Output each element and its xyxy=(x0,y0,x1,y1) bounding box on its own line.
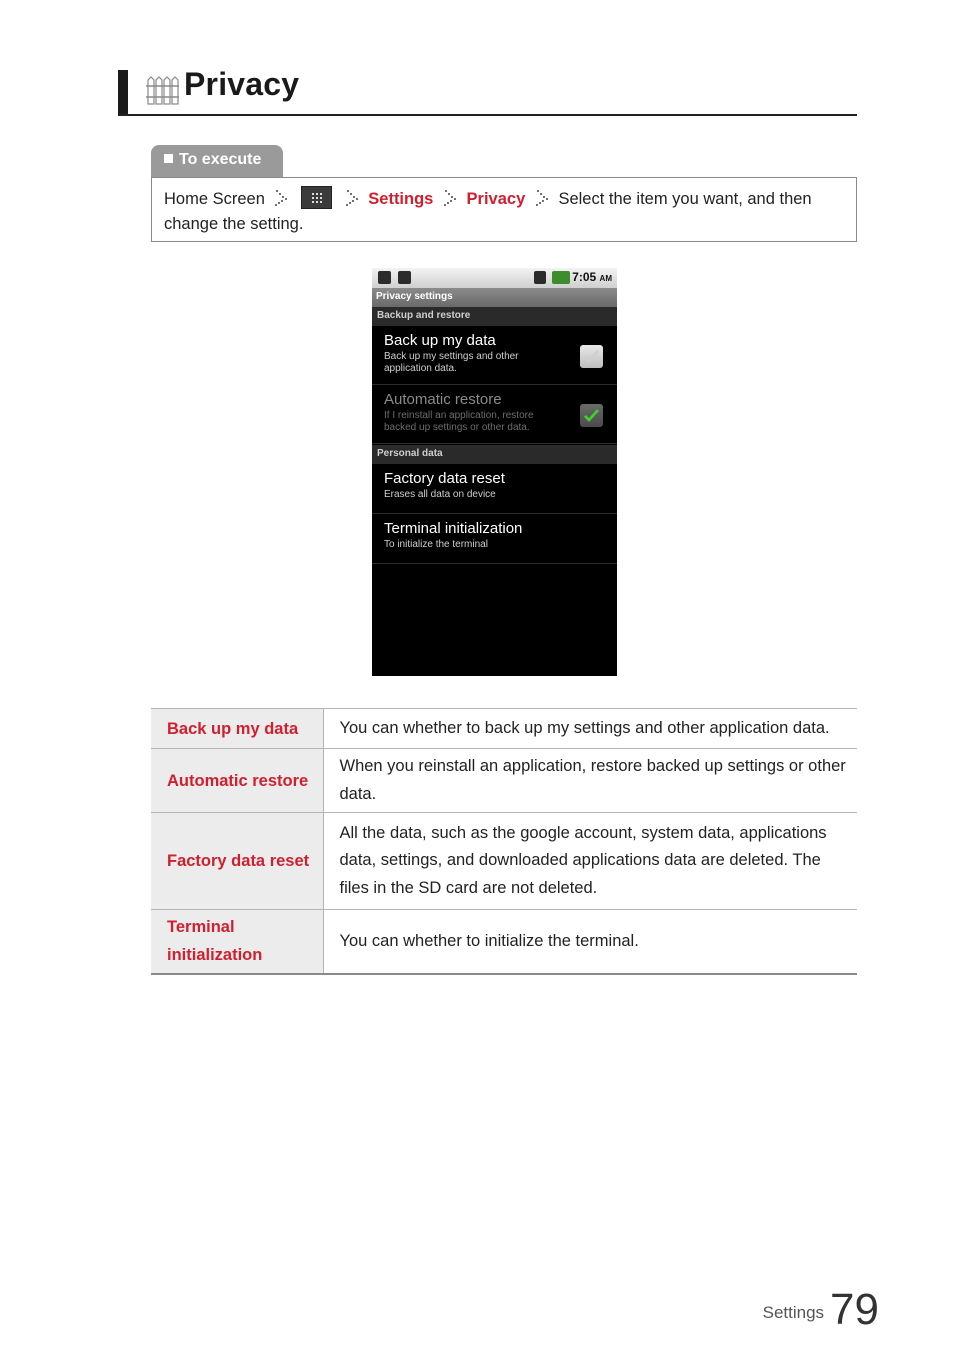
page-number: 79 xyxy=(830,1285,879,1334)
settings-description-table xyxy=(151,708,857,975)
pref-title: Terminal initialization xyxy=(384,520,523,537)
pref-summary: Back up my settings and other application data. xyxy=(384,351,519,374)
checked-checkbox[interactable] xyxy=(580,404,603,427)
screen-title: Privacy settings xyxy=(372,288,617,307)
check-mark-icon xyxy=(580,345,603,368)
instruction-text: Select the item you want, and then change the setting. xyxy=(164,190,812,233)
heading-bar xyxy=(118,70,128,114)
row-key: Automatic restore xyxy=(151,749,323,813)
privacy-link: Privacy xyxy=(466,190,526,208)
row-key: Factory data reset xyxy=(151,813,323,910)
row-value: You can whether to initialize the terminal. xyxy=(323,910,857,974)
row-key: Back up my data xyxy=(151,709,323,749)
check-mark-icon xyxy=(580,404,603,427)
pref-summary: If I reinstall an application, restore backed up settings or other data. xyxy=(384,410,534,433)
execute-instructions xyxy=(151,177,857,242)
signal-icon xyxy=(534,271,546,284)
time-value: 7:05 xyxy=(572,270,597,284)
pref-title: Factory data reset xyxy=(384,470,505,487)
page-title: Privacy xyxy=(184,66,300,102)
status-bar xyxy=(372,268,617,288)
row-value: All the data, such as the google account, system data, applications data, settings, and downloaded applications data are deleted. The files in the SD card are not deleted. xyxy=(323,813,857,910)
settings-link: Settings xyxy=(368,190,434,208)
to-execute-label: To execute xyxy=(179,151,262,168)
ampm-value: AM xyxy=(599,274,612,283)
row-value: You can whether to back up my settings and other application data. xyxy=(323,709,857,749)
square-bullet-icon xyxy=(164,154,173,163)
fence-icon xyxy=(145,72,179,106)
section-header-backup: Backup and restore xyxy=(372,307,617,326)
row-value: When you reinstall an application, restore backed up settings or other data. xyxy=(323,749,857,813)
phone-screenshot xyxy=(372,268,617,676)
arrow-separator-icon xyxy=(442,189,458,207)
pref-back-up-my-data[interactable] xyxy=(372,326,617,385)
arrow-separator-icon xyxy=(273,189,289,207)
section-header-personal: Personal data xyxy=(372,445,617,464)
usb-icon xyxy=(398,271,411,284)
row-key: Terminal initialization xyxy=(151,910,323,974)
pref-title: Automatic restore xyxy=(384,391,502,408)
pref-summary: To initialize the terminal xyxy=(384,539,488,550)
unchecked-checkbox[interactable] xyxy=(580,345,603,368)
table-row xyxy=(151,910,857,974)
footer-section: Settings xyxy=(762,1303,825,1322)
table-row xyxy=(151,813,857,910)
arrow-separator-icon xyxy=(344,189,360,207)
home-screen-text: Home Screen xyxy=(164,190,265,208)
page-heading xyxy=(118,68,857,116)
pref-summary: Erases all data on device xyxy=(384,489,496,500)
arrow-separator-icon xyxy=(534,189,550,207)
status-time xyxy=(572,270,612,284)
to-execute-tab xyxy=(151,145,283,178)
pref-title: Back up my data xyxy=(384,332,496,349)
table-row xyxy=(151,749,857,813)
apps-menu-icon xyxy=(301,186,332,209)
page-footer xyxy=(763,1285,879,1335)
pref-automatic-restore[interactable] xyxy=(372,385,617,444)
battery-icon xyxy=(552,271,570,284)
pref-factory-data-reset[interactable] xyxy=(372,464,617,514)
pref-terminal-initialization[interactable] xyxy=(372,514,617,564)
android-debug-icon xyxy=(378,271,391,284)
table-row xyxy=(151,709,857,749)
